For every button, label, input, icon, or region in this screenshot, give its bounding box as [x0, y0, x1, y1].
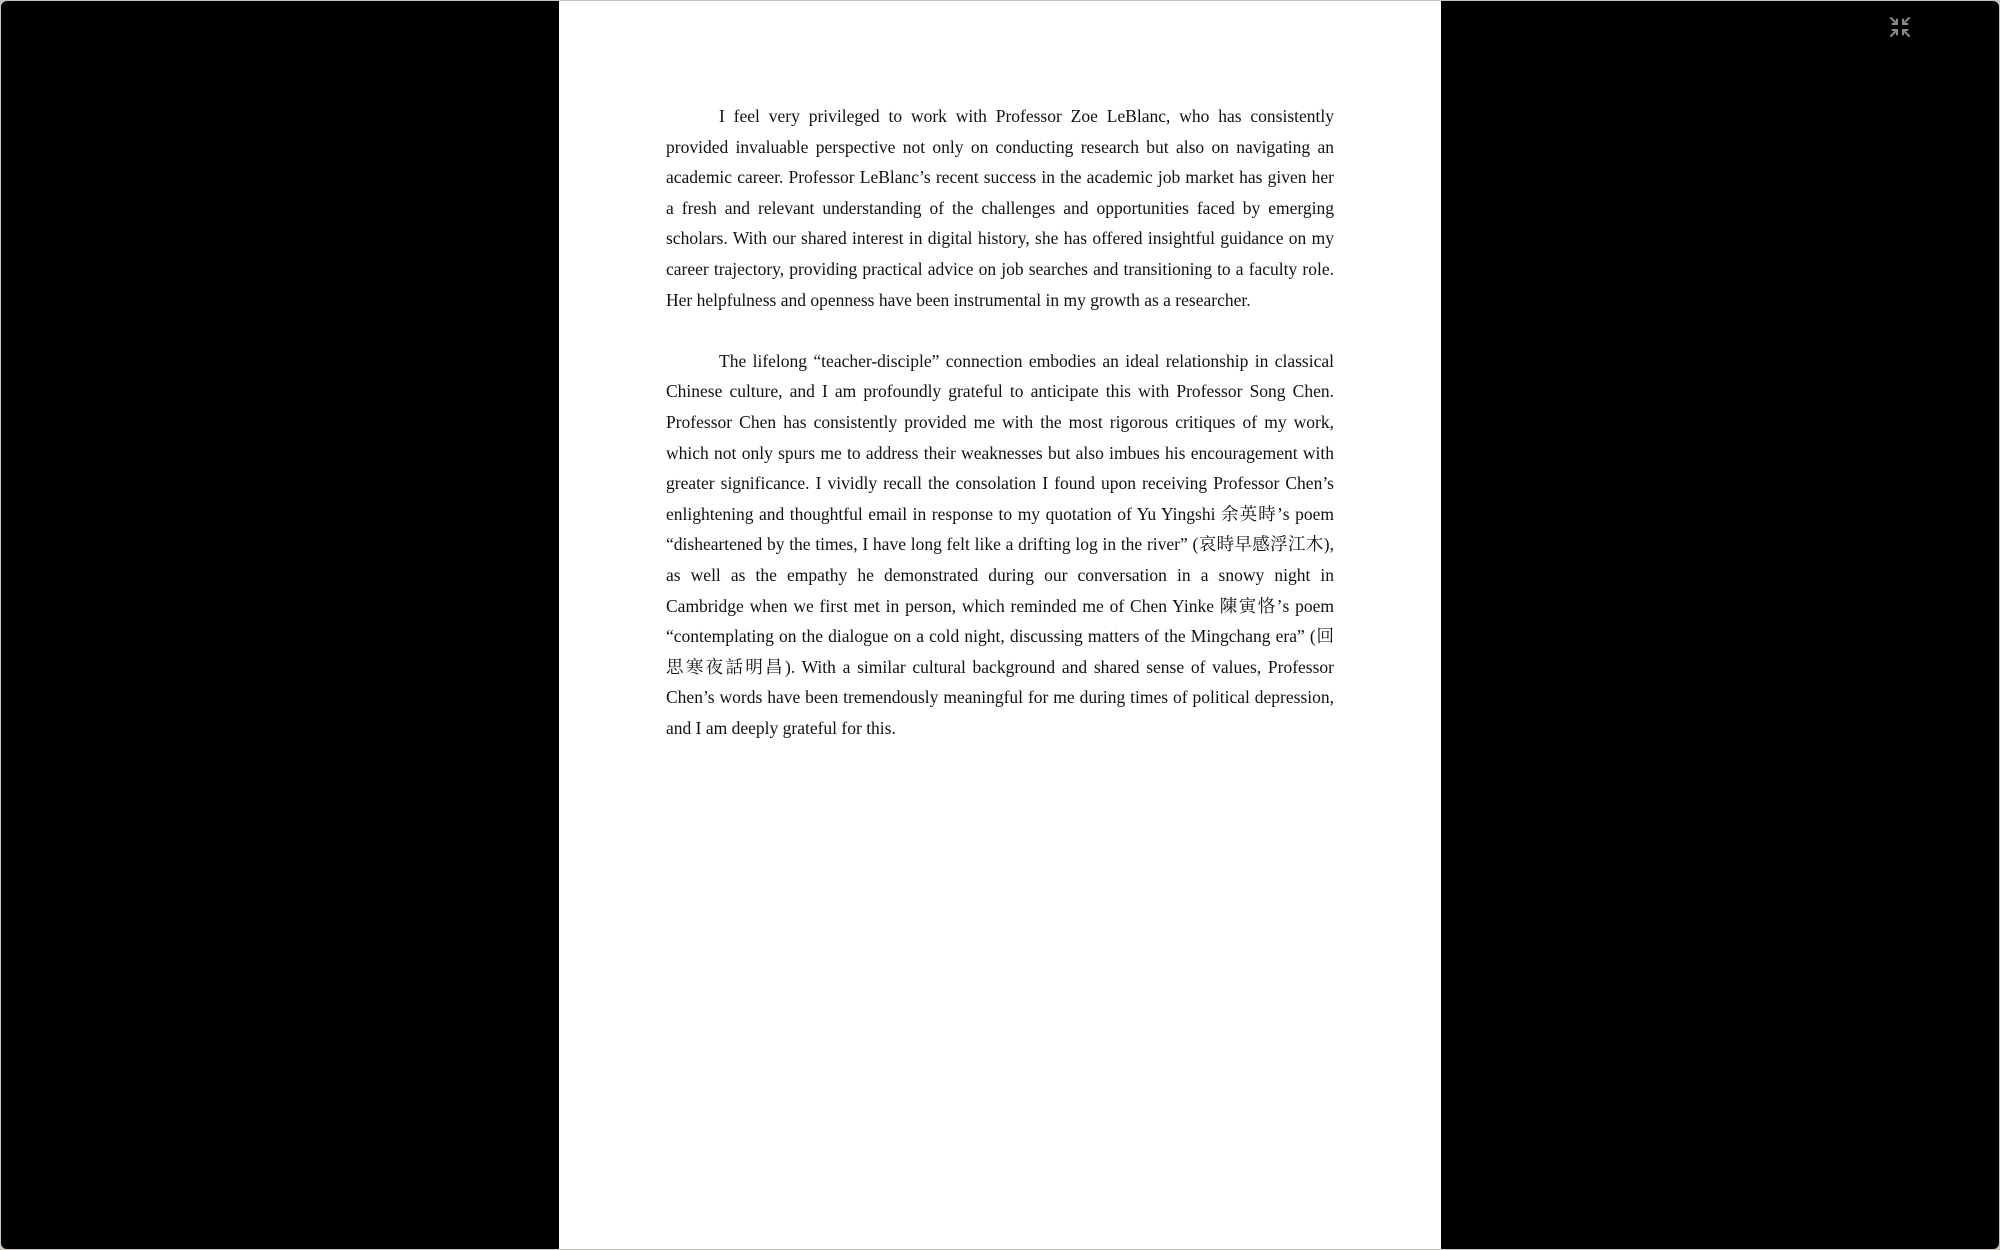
exit-fullscreen-icon	[1889, 16, 1911, 38]
document-page	[559, 1, 1441, 1249]
paragraph-leblanc: I feel very privileged to work with Professor Zoe LeBlanc, who has consistently provided invaluable perspective not only on conducting research but also on navigating an academic career. Professor LeBlanc’s recent success in the academic job market has given her a fresh and relevant understanding of the challenges and opportunities faced by emerging scholars. With our shared interest in digital history, she has offered insightful guidance on my career trajectory, providing practical advice on job searches and transitioning to a faculty role. Her helpfulness and openness have been instrumental in my growth as a researcher.	[666, 106, 1334, 310]
fullscreen-viewer	[1, 1, 1999, 1249]
document-body	[666, 101, 1334, 774]
paragraph-chen: The lifelong “teacher-disciple” connection embodies an ideal relationship in classical Chinese culture, and I am profoundly grateful to anticipate this with Professor Song Chen. Professor Chen has consistently provided me with the most rigorous critiques of my work, which not only spurs me to address their weaknesses but also imbues his encouragement with greater significance. I vividly recall the consolation I found upon receiving Professor Chen’s enlightening and thoughtful email in response to my quotation of Yu Yingshi 余英時’s poem “disheartened by the times, I have long felt like a drifting log in the river” (哀時早感浮江木), as well as the empathy he demonstrated during our conversation in a snowy night in Cambridge when we first met in person, which reminded me of Chen Yinke 陳寅恪’s poem “contemplating on the dialogue on a cold night, discussing matters of the Mingchang era” (回思寒夜話明昌). With a similar cultural background and shared sense of values, Professor Chen’s words have been tremendously meaningful for me during times of political depression, and I am deeply grateful for this.	[666, 350, 1334, 738]
exit-fullscreen-button[interactable]	[1889, 16, 1911, 38]
